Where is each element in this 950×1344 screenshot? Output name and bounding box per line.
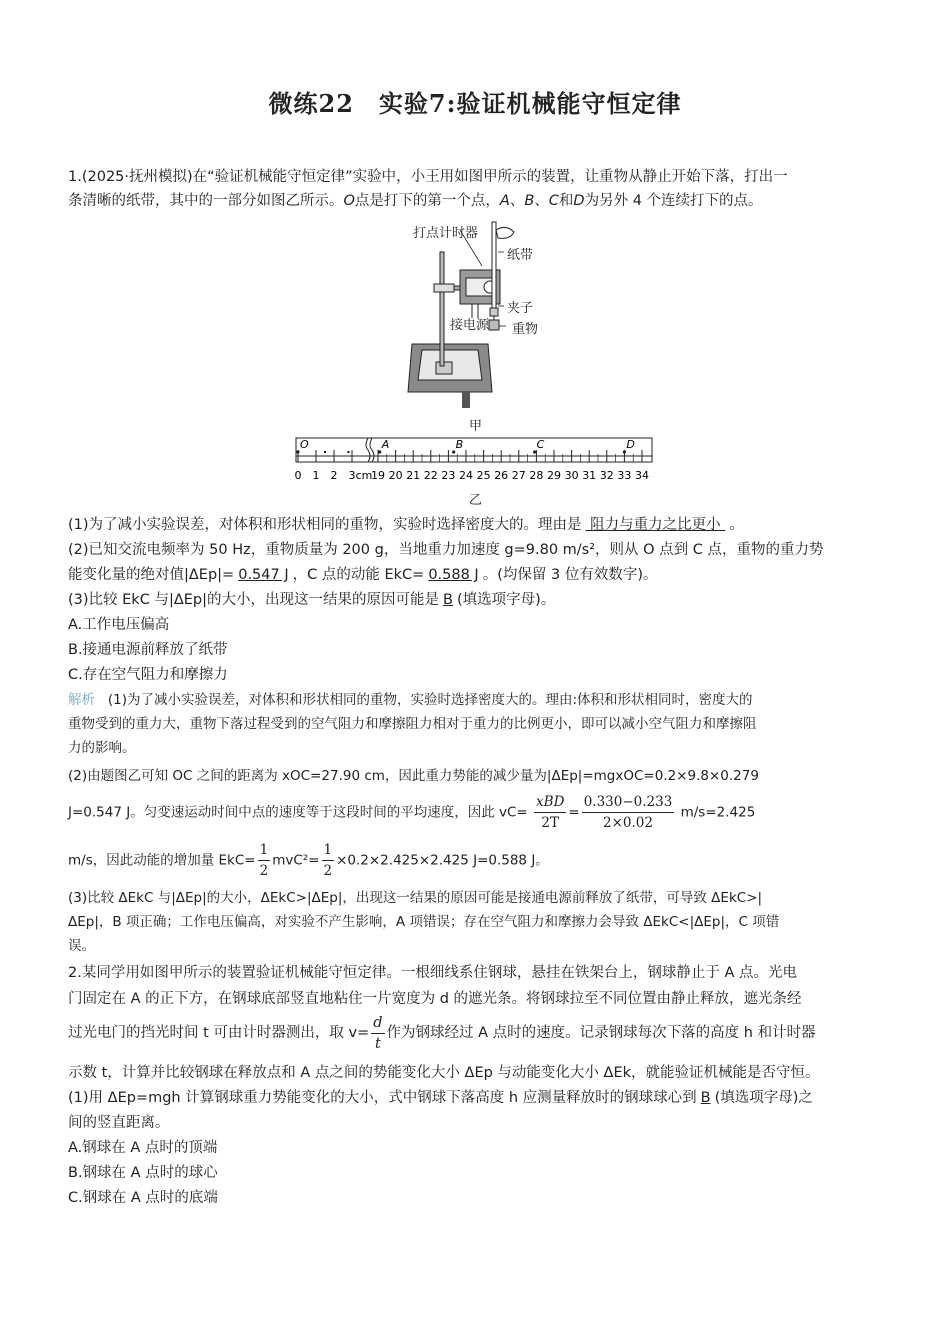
- ruler-tick-label: 1: [312, 469, 320, 482]
- analysis-part3-line3: 误。: [68, 938, 95, 954]
- q2-option-b: B.钢球在 A 点时的球心: [68, 1165, 218, 1181]
- q1-sub1: (1)为了减小实验误差，对体积和形状相同的重物，实验时选择密度大的。理由是 阻力与重力之比更小 。: [68, 517, 744, 533]
- ruler-tick-label: 31: [582, 469, 597, 482]
- q2-option-c: C.钢球在 A 点时的底端: [68, 1190, 218, 1206]
- tape-point-label: B: [455, 438, 464, 451]
- ruler-tick-label: 34: [635, 469, 649, 482]
- q1-intro-line1: 1.(2025·抚州模拟)在“验证机械能守恒定律”实验中，小王用如图甲所示的装置，让重物从静止开始下落，打出一: [68, 169, 788, 185]
- fraction-numeric: $\frac{0.330-0.233}{2\times 0.02}$: [583, 794, 673, 831]
- q2-line1: 2.某同学用如图甲所示的装置验证机械能守恒定律。一根细线系住钢球，悬挂在铁架台上，钢球静止于 A 点。光电: [68, 965, 797, 981]
- ruler-tick-label: 33: [617, 469, 632, 482]
- page-title: 微练22 实验7:验证机械能守恒定律: [268, 89, 682, 118]
- q1-answer-2a: 0.547 J: [238, 567, 289, 583]
- analysis-part1-line3: 力的影响。: [68, 740, 136, 756]
- ruler-tick-label: 30: [564, 469, 579, 482]
- q2-line3: 过光电门的挡光时间 t 可由计时器测出，取 v= $\frac{d}{t}$ 作为钢球经过 A 点时的速度。记录钢球每次下落的高度 h 和计时器: [68, 1014, 816, 1052]
- q2-line4: 示数 t，计算并比较钢球在释放点和 A 点之间的势能变化大小 ΔEp 与动能变化大小 ΔEk，就能验证机械能是否守恒。: [68, 1065, 820, 1081]
- label-timer: 打点计时器: [413, 226, 479, 241]
- q1-answer-3: B: [443, 592, 453, 608]
- ruler-tick-label: 3: [348, 469, 356, 482]
- analysis-part3-line2: ΔEp|，B 项正确；工作电压偏高，对实验不产生影响，A 项错误；存在空气阻力和摩擦力会导致 ΔEkC<|ΔEp|，C 项错: [68, 914, 780, 930]
- q1-answer-1: 阻力与重力之比更小: [585, 517, 726, 533]
- analysis-part2-line1: (2)由题图乙可知 OC 之间的距离为 xOC=27.90 cm，因此重力势能的减少量为|ΔEp|=mgxOC=0.2×9.8×0.279: [68, 768, 759, 784]
- ruler-tick-label: 19: [371, 469, 385, 482]
- analysis-part1-line1: 解析 (1)为了减小实验误差，对体积和形状相同的重物，实验时选择密度大的。理由:体积和形状相同时，密度大的: [68, 692, 753, 708]
- fraction-half-1: $\frac{1}{2}$: [259, 842, 269, 879]
- ruler-tick-label: 28: [529, 469, 544, 482]
- tape-point-label: A: [381, 438, 390, 451]
- ruler-tick-label: 23: [441, 469, 456, 482]
- tape-ruler-figure: [290, 436, 660, 492]
- analysis-part1-line2: 重物受到的重力大，重物下落过程受到的空气阻力和摩擦阻力相对于重力的比例更小，即可以减小空气阻力和摩擦阻: [68, 716, 757, 732]
- q1-sub2-line1: (2)已知交流电频率为 50 Hz，重物质量为 200 g，当地重力加速度 g=9.80 m/s²，则从 O 点到 C 点，重物的重力势: [68, 542, 824, 558]
- q1-sub2-line2: 能变化量的绝对值|ΔEp|= 0.547 J ，C 点的动能 EkC= 0.588 J 。(均保留 3 位有效数字)。: [68, 567, 658, 583]
- label-weight: 重物: [512, 322, 539, 337]
- fraction-d-t: $\frac{d}{t}$: [373, 1014, 383, 1052]
- ruler-tick-label: 26: [494, 469, 509, 482]
- q2-line2: 门固定在 A 的正下方，在钢球底部竖直地粘住一片宽度为 d 的遮光条。将钢球拉至不同位置由静止释放，遮光条经: [68, 991, 802, 1007]
- ruler-tick-label: 20: [388, 469, 403, 482]
- q2-sub1-line1: (1)用 ΔEp=mgh 计算钢球重力势能变化的大小，式中钢球下落高度 h 应测量释放时的钢球球心到 B (填选项字母)之: [68, 1090, 813, 1106]
- q1-sub3: (3)比较 EkC 与|ΔEp|的大小，出现这一结果的原因可能是 B (填选项字母)。: [68, 592, 556, 608]
- ruler-tick-label: 2: [330, 469, 338, 482]
- tape-point-label: O: [300, 438, 309, 451]
- fraction-xbd-2t: $\frac{\text{xBD}}{2T}$: [536, 794, 565, 831]
- ruler-tick-label: 24: [459, 469, 473, 482]
- analysis-part2-line3: m/s，因此动能的增加量 EkC= $\frac{1}{2}$ mvC²= $\frac{1}{2}$ ×0.2×2.425×2.425 J=0.588 J。: [68, 842, 549, 879]
- ruler-unit-label: cm: [355, 469, 373, 482]
- q1-option-b: B.接通电源前释放了纸带: [68, 642, 228, 658]
- tape-point-label: C: [536, 438, 545, 451]
- ruler-tick-label: 29: [547, 469, 561, 482]
- q2-answer-1: B: [700, 1090, 711, 1106]
- analysis-part2-line2: J=0.547 J。匀变速运动时间中点的速度等于这段时间的平均速度，因此 vC= $\frac{\text{xBD}}{2T}$ = $\frac{0.330-0.233}{2\times 0.02}$ m/s=2.425: [68, 794, 756, 831]
- q2-option-a: A.钢球在 A 点时的顶端: [68, 1140, 218, 1156]
- ruler-tick-label: 22: [423, 469, 438, 482]
- analysis-label: 解析: [68, 692, 95, 708]
- ruler-tick-label: 21: [406, 469, 421, 482]
- q2-sub1-line2: 间的竖直距离。: [68, 1115, 170, 1131]
- label-power: 接电源: [450, 318, 490, 333]
- q1-option-a: A.工作电压偏高: [68, 617, 170, 633]
- label-clip: 夹子: [507, 301, 534, 316]
- ruler-tick-label: 27: [511, 469, 526, 482]
- apparatus-figure: [400, 212, 560, 412]
- caption-jia: 甲: [469, 419, 483, 434]
- fraction-half-2: $\frac{1}{2}$: [323, 842, 333, 879]
- label-tape: 纸带: [507, 248, 534, 263]
- q1-answer-2b: 0.588 J: [428, 567, 479, 583]
- analysis-part3-line1: (3)比较 ΔEkC 与|ΔEp|的大小，ΔEkC>|ΔEp|，出现这一结果的原因可能是接通电源前释放了纸带，可导致 ΔEkC>|: [68, 890, 763, 906]
- caption-yi: 乙: [469, 493, 483, 508]
- q1-option-c: C.存在空气阻力和摩擦力: [68, 667, 228, 683]
- ruler-tick-label: 25: [476, 469, 491, 482]
- ruler-tick-label: 0: [294, 469, 302, 482]
- tape-point-label: D: [626, 438, 635, 451]
- q1-intro-line2: 条清晰的纸带，其中的一部分如图乙所示。O点是打下的第一个点，A、B、C和D为另外 4 个连续打下的点。: [68, 193, 763, 209]
- ruler-tick-label: 32: [599, 469, 614, 482]
